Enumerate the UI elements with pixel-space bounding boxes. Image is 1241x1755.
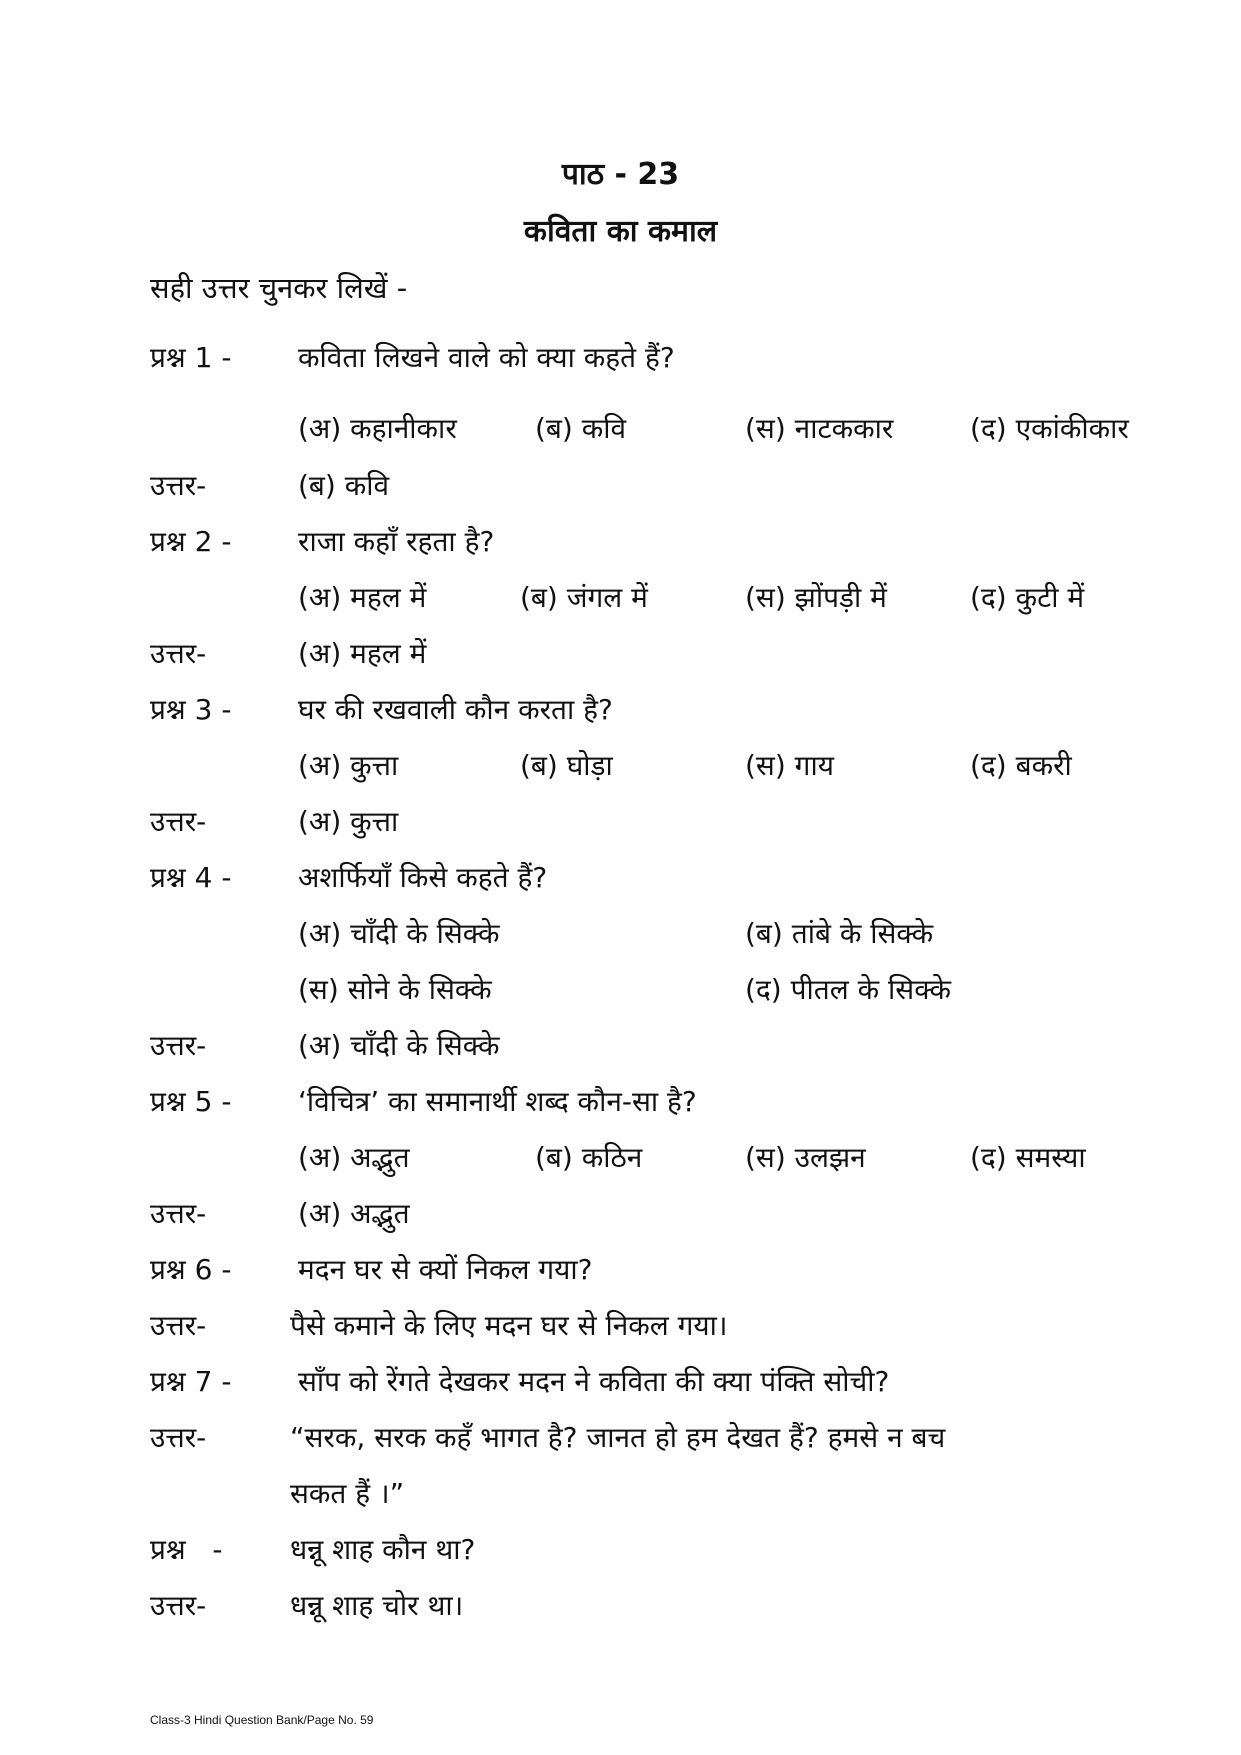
answer-label: उत्तर- <box>150 469 207 502</box>
question-3-options <box>0 742 1241 790</box>
question-2-options <box>0 574 1241 622</box>
question-1 <box>0 334 1241 382</box>
question-label: प्रश्न 7 - <box>150 1365 232 1398</box>
page-footer: Class-3 Hindi Question Bank/Page No. 59 <box>150 1713 374 1727</box>
option-c: (स) झोंपड़ी में <box>745 581 887 614</box>
option-c: (स) गाय <box>745 749 834 782</box>
question-2 <box>0 518 1241 566</box>
answer-7-continued <box>0 1470 1241 1518</box>
answer-4 <box>0 1022 1241 1070</box>
answer-text: धन्नू शाह चोर था। <box>290 1589 464 1622</box>
answer-label: उत्तर- <box>150 1309 207 1342</box>
question-6 <box>0 1246 1241 1294</box>
answer-label: उत्तर- <box>150 1589 207 1622</box>
option-b: (ब) जंगल में <box>520 581 648 614</box>
question-text: अशर्फियाँ किसे कहते हैं? <box>298 861 548 894</box>
answer-label: उत्तर- <box>150 805 207 838</box>
question-label: प्रश्न 3 - <box>150 693 232 726</box>
answer-8 <box>0 1582 1241 1630</box>
option-b: (ब) तांबे के सिक्के <box>745 917 934 950</box>
question-text: साँप को रेंगते देखकर मदन ने कविता की क्या पंक्ति सोची? <box>298 1365 890 1398</box>
option-c: (स) सोने के सिक्के <box>298 973 492 1006</box>
answer-7 <box>0 1414 1241 1462</box>
question-label: प्रश्न 1 - <box>150 341 232 374</box>
question-7 <box>0 1358 1241 1406</box>
answer-text: (ब) कवि <box>298 469 390 502</box>
question-4 <box>0 854 1241 902</box>
instruction: सही उत्तर चुनकर लिखें - <box>150 271 408 305</box>
option-d: (द) पीतल के सिक्के <box>745 973 951 1006</box>
answer-text-line1: “सरक, सरक कहँ भागत है? जानत हो हम देखत हैं? हमसे न बच <box>290 1421 946 1454</box>
option-a: (अ) चाँदी के सिक्के <box>298 917 500 950</box>
option-a: (अ) कुत्ता <box>298 749 399 782</box>
answer-text: (अ) महल में <box>298 637 427 670</box>
answer-label: उत्तर- <box>150 1421 207 1454</box>
answer-text-line2: सकत हैं ।” <box>290 1477 405 1510</box>
answer-6 <box>0 1302 1241 1350</box>
question-8 <box>0 1526 1241 1574</box>
option-a: (अ) महल में <box>298 581 427 614</box>
question-label: प्रश्न 2 - <box>150 525 232 558</box>
question-text: मदन घर से क्यों निकल गया? <box>298 1253 593 1286</box>
option-c: (स) उलझन <box>745 1141 866 1174</box>
question-5-options <box>0 1134 1241 1182</box>
answer-5 <box>0 1190 1241 1238</box>
answer-2 <box>0 630 1241 678</box>
question-5 <box>0 1078 1241 1126</box>
answer-text: पैसे कमाने के लिए मदन घर से निकल गया। <box>290 1309 728 1342</box>
question-text: ‘विचित्र’ का समानार्थी शब्द कौन-सा है? <box>298 1085 697 1118</box>
answer-label: उत्तर- <box>150 1197 207 1230</box>
chapter-title: कविता का कमाल <box>523 214 718 249</box>
answer-3 <box>0 798 1241 846</box>
question-label: प्रश्न 5 - <box>150 1085 232 1118</box>
answer-1 <box>0 462 1241 510</box>
question-label: प्रश्न 6 - <box>150 1253 232 1286</box>
answer-text: (अ) चाँदी के सिक्के <box>298 1029 500 1062</box>
question-4-options-row1 <box>0 910 1241 958</box>
answer-label: उत्तर- <box>150 1029 207 1062</box>
answer-text: (अ) कुत्ता <box>298 805 399 838</box>
answer-text: (अ) अद्भुत <box>298 1197 410 1230</box>
question-4-options-row2 <box>0 966 1241 1014</box>
question-text: कविता लिखने वाले को क्या कहते हैं? <box>298 341 675 374</box>
option-d: (द) बकरी <box>970 749 1072 782</box>
option-b: (ब) कठिन <box>535 1141 643 1174</box>
lesson-number: पाठ - 23 <box>561 157 680 192</box>
question-label: प्रश्न - <box>150 1533 223 1566</box>
option-a: (अ) अद्भुत <box>298 1141 410 1174</box>
option-b: (ब) घोड़ा <box>520 749 613 782</box>
question-text: घर की रखवाली कौन करता है? <box>298 693 613 726</box>
option-b: (ब) कवि <box>535 412 627 445</box>
option-d: (द) कुटी में <box>970 581 1085 614</box>
option-d: (द) एकांकीकार <box>970 412 1129 445</box>
option-a: (अ) कहानीकार <box>298 412 457 445</box>
question-text: राजा कहाँ रहता है? <box>298 525 495 558</box>
option-d: (द) समस्या <box>970 1141 1086 1174</box>
question-3 <box>0 686 1241 734</box>
question-label: प्रश्न 4 - <box>150 861 232 894</box>
question-1-options <box>0 405 1241 453</box>
question-text: धन्नू शाह कौन था? <box>290 1533 476 1566</box>
answer-label: उत्तर- <box>150 637 207 670</box>
option-c: (स) नाटककार <box>745 412 894 445</box>
